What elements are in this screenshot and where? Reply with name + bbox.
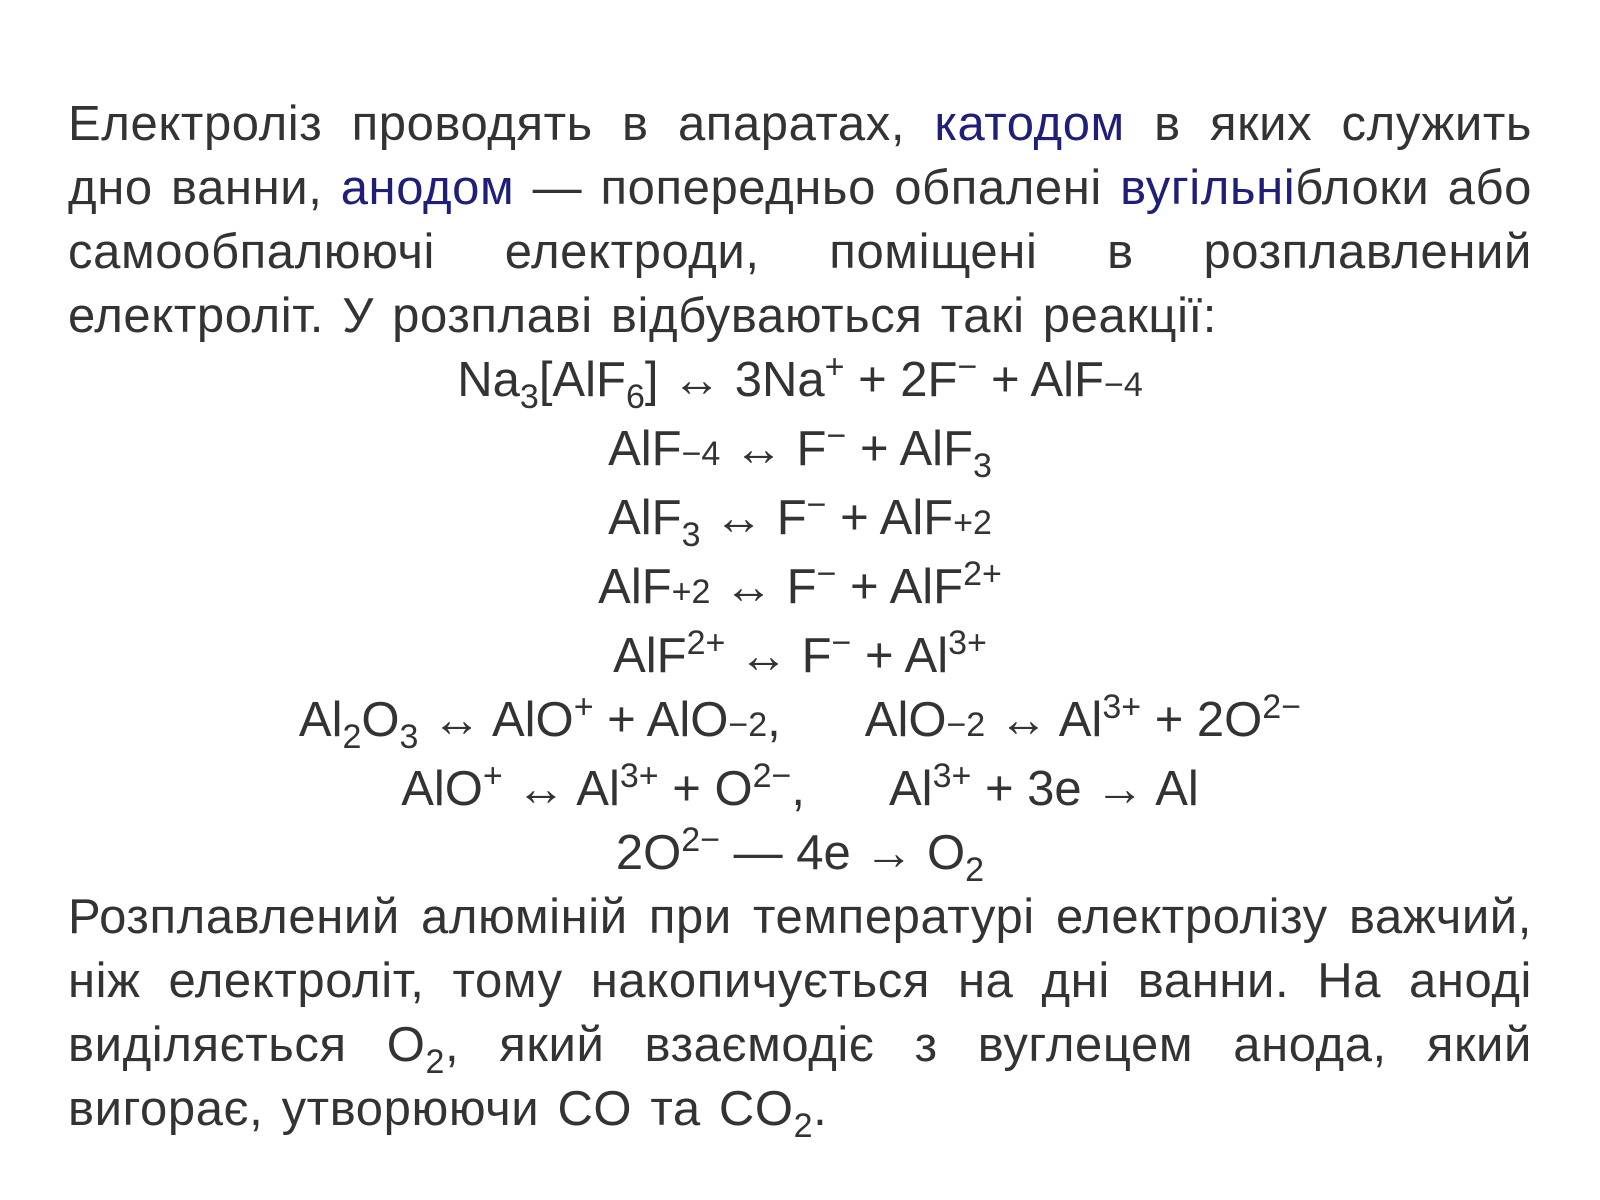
eq7-sup-a: + xyxy=(482,757,503,795)
eq6-sup-c: + xyxy=(573,688,594,726)
eq4-ion-a: +2 xyxy=(671,573,711,611)
eq4-sup-c: 2+ xyxy=(963,555,1002,593)
outro-line-1: Розплавлений алюміній при температурі електролізу важчий, ніж електроліт, тому накопичується на дні ванни. xyxy=(68,890,1532,1008)
eq1-part-b: [AlF xyxy=(538,353,626,407)
equation-5 xyxy=(68,624,1532,688)
eq3-part-a: AlF xyxy=(608,491,682,545)
eq6-ion-f: −2 xyxy=(946,706,986,744)
eq2-part-a: AlF xyxy=(608,422,682,476)
eq3-part-c: + AlF xyxy=(826,491,954,545)
eq3-ion-c: +2 xyxy=(953,504,992,542)
eq2-sup-b: − xyxy=(826,417,847,455)
cathode-term: катодом xyxy=(934,97,1125,151)
equation-8 xyxy=(68,821,1532,889)
outro-line-2c: . xyxy=(813,1082,828,1136)
eq8-sub-b: 2 xyxy=(965,851,985,889)
eq5-sup-a: 2+ xyxy=(686,624,726,662)
eq6-part-b: O xyxy=(361,693,400,747)
eq2-ion-a: −4 xyxy=(681,435,721,473)
eq1-sub-b: 6 xyxy=(625,378,645,416)
outro-line-2a: На аноді виділяється O xyxy=(68,954,1533,1072)
eq3-sup-b: − xyxy=(806,486,827,524)
eq6-ion-d: −2 xyxy=(728,706,768,744)
eq5-part-c: + Al xyxy=(851,629,949,683)
eq5-sup-c: 3+ xyxy=(948,624,987,662)
eq5-sup-b: − xyxy=(831,624,852,662)
equation-2 xyxy=(68,417,1532,486)
eq2-part-b: ↔ F xyxy=(720,422,827,476)
eq6-sub-a: 2 xyxy=(342,718,362,756)
intro-paragraph xyxy=(68,92,1532,348)
outro-sub-2: 2 xyxy=(793,1107,814,1145)
eq4-part-c: + AlF xyxy=(836,560,964,614)
eq4-part-b: ↔ F xyxy=(710,560,817,614)
eq6-sub-b: 3 xyxy=(399,718,419,756)
eq7-sup-b: 3+ xyxy=(619,757,659,795)
eq3-part-b: ↔ F xyxy=(700,491,807,545)
eq5-part-b: ↔ F xyxy=(725,629,832,683)
eq8-sup-a: 2− xyxy=(681,821,721,859)
eq7-sup-e: 3+ xyxy=(932,757,972,795)
eq1-part-c: ] ↔ 3Na xyxy=(644,353,825,407)
equation-4 xyxy=(68,555,1532,624)
eq7-part-d: , xyxy=(791,762,805,816)
eq1-part-e: + AlF xyxy=(977,353,1104,407)
equation-6 xyxy=(68,688,1532,757)
intro-text-4: блоки або самообпалюючі електроди, поміщені в розплавлений електроліт. У розплаві відбуваються такі реакції: xyxy=(68,161,1532,343)
eq7-sup-c: 2− xyxy=(752,757,792,795)
eq6-part-a: Al xyxy=(298,693,343,747)
reaction-equations xyxy=(68,348,1532,889)
eq8-part-b: — 4e → O xyxy=(720,826,966,880)
equation-1 xyxy=(68,348,1532,417)
eq6-part-f: AlO xyxy=(864,693,947,747)
eq6-sup-h: 2− xyxy=(1262,688,1302,726)
eq6-part-c: ↔ AlO xyxy=(418,693,574,747)
eq7-part-e: Al xyxy=(888,762,933,816)
eq6-part-e: , xyxy=(767,693,781,747)
eq7-part-f: + 3e → Al xyxy=(971,762,1199,816)
eq7-part-a: AlO xyxy=(401,762,483,816)
eq6-part-h: + 2O xyxy=(1141,693,1263,747)
eq8-part-a: 2O xyxy=(615,826,682,880)
eq3-sub-a: 3 xyxy=(681,516,701,554)
eq4-sup-b: − xyxy=(816,555,837,593)
outro-paragraph xyxy=(68,885,1533,1145)
outro-sub-1: 2 xyxy=(425,1043,445,1081)
intro-text-1: Електроліз проводять в апаратах, xyxy=(68,97,935,151)
eq6-part-d: + AlO xyxy=(593,693,729,747)
eq1-sup-c: + xyxy=(824,348,845,386)
anode-term: анодом xyxy=(340,161,515,215)
eq1-ion-e: −4 xyxy=(1103,366,1143,404)
eq6-part-g: ↔ Al xyxy=(985,693,1103,747)
eq4-part-a: AlF xyxy=(598,560,672,614)
carbon-term: вугільні xyxy=(1120,161,1296,215)
eq1-part-a: Na xyxy=(457,353,520,407)
eq5-part-a: AlF xyxy=(613,629,687,683)
eq1-part-d: + 2F xyxy=(844,353,958,407)
eq1-sup-d: − xyxy=(957,348,978,386)
equation-3 xyxy=(68,486,1532,555)
eq2-part-c: + AlF xyxy=(846,422,973,476)
equation-7 xyxy=(68,757,1532,821)
intro-text-2: в яких служить дно ванни, xyxy=(68,97,1532,215)
eq6-sup-g: 3+ xyxy=(1102,688,1142,726)
eq1-sub-a: 3 xyxy=(519,378,539,416)
eq7-part-c: + O xyxy=(658,762,753,816)
eq2-sub-c: 3 xyxy=(973,447,992,485)
outro-line-2b: , який взаємодіє з вуглецем анода, який вигорає, утворюючи CO та CO xyxy=(68,1018,1533,1136)
intro-text-3: — попередньо обпалені xyxy=(514,161,1121,215)
eq7-part-b: ↔ Al xyxy=(502,762,620,816)
